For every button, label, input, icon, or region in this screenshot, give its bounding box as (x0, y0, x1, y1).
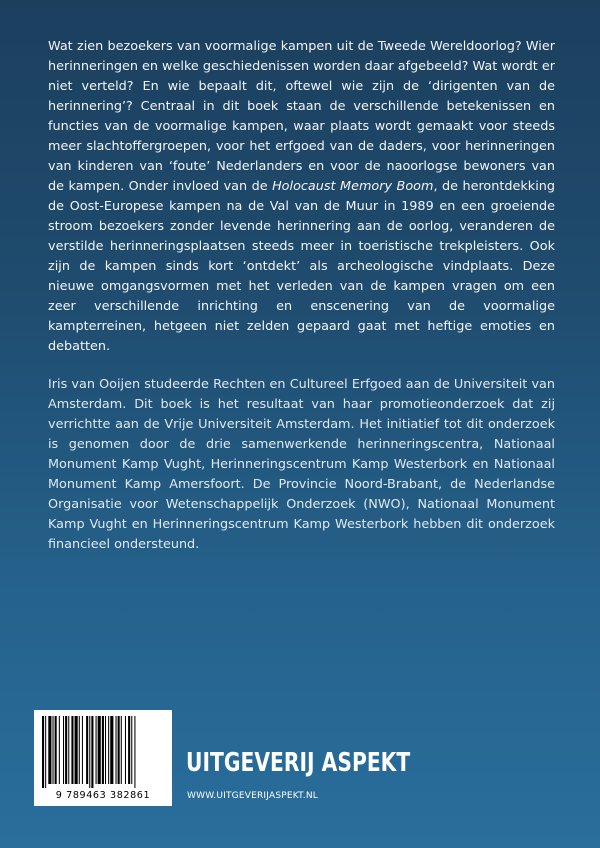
barcode-bars-icon (40, 716, 166, 788)
publisher-logo: UITGEVERIJ ASPEKT (186, 748, 411, 778)
blurb-text-part2: , de herontdekking de Oost-Europese kampen na de Val van de Muur in 1989 en een groeiende stroom bezoekers zonder levende herinnering aan de oorlog, veranderen de verstilde herinneringsplaatsen steeds meer in toeristische trekpleisters. Ook zijn de kampen sinds kort ‘ontdekt’ als archeologische vindplaats. Deze nieuwe omgangsvormen met het verleden van de kampen vragen om een zeer verschillende inrichting en enscenering van de voormalige kampterreinen, hetgeen niet zelden gepaard gaat met heftige emoties en debatten. (48, 179, 555, 354)
blurb-text-part1: Wat zien bezoekers van voormalige kampen uit de Tweede Wereldoorlog? Wier herinneringen en welke geschiedenissen worden daar afgebeeld? Wat wordt er niet verteld? En wie bepaalt dit, oftewel wie zijn de ‘dirigenten van de herinnering’? Centraal in dit boek staan de verschillende betekenissen en functies van de voormalige kampen, waar plaats wordt gemaakt voor steeds meer slachtoffergroepen, voor het erfgoed van de daders, voor herinneringen van kinderen van ‘foute’ Nederlanders en voor de naoorlogse bewoners van de kampen. Onder invloed van de (48, 39, 555, 194)
author-bio-paragraph: Iris van Ooijen studeerde Rechten en Cultureel Erfgoed aan de Universiteit van Amsterdam. Dit boek is het resultaat van haar promotieonderzoek dat zij verrichtte aan de Vrije Universiteit Amsterdam. Het initiatief tot dit onderzoek is genomen door de drie samenwerkende herinneringscentra, Nationaal Monument Kamp Vught, Herinneringscentrum Kamp Westerbork en Nationaal Monument Kamp Amersfoort. De Provincie Noord-Brabant, de Nederlandse Organisatie voor Wetenschappelijk Onderzoek (NWO), Nationaal Monument Kamp Vught en Herinneringscentrum Kamp Westerbork hebben dit onderzoek financieel ondersteund. (48, 377, 555, 552)
barcode-number: 9 789463 382861 (55, 790, 151, 801)
blurb-italic-title: Holocaust Memory Boom (272, 179, 434, 194)
isbn-barcode (34, 710, 172, 806)
blurb-paragraph (48, 37, 555, 357)
publisher-website: WWW.UITGEVERIJASPEKT.NL (187, 791, 318, 801)
